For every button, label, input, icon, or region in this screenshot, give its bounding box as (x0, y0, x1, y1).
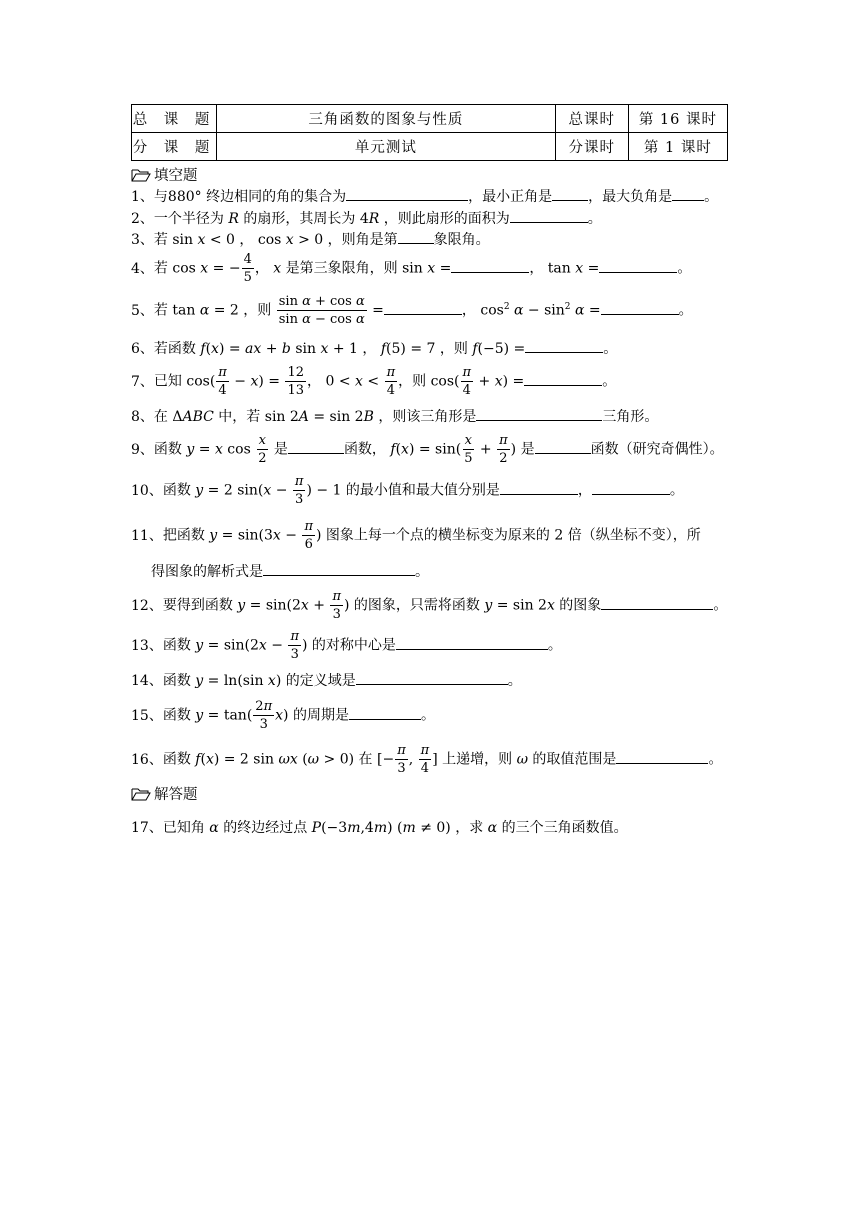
question-6: 6、若函数 f(x) = ax + b sin x + 1 ， f(5) = 7 ，则 f(−5) = 。 (131, 338, 617, 359)
total-topic-title: 三角函数的图象与性质 (217, 105, 556, 133)
question-17: 17、已知角 α 的终边经过点 P(−3m,4m) (m ≠ 0) ，求 α 的三个三角函数值。 (131, 820, 628, 836)
answer-blank[interactable] (398, 229, 434, 244)
course-header-table (131, 104, 728, 161)
question-number: 13、 (131, 637, 163, 654)
question-13: 13、函数 y = sin(2x − $\frac{\pi}{3}$ ) 的对称中心是 。 (131, 629, 562, 662)
question-8: 8、在 ΔABC 中，若 sin 2A = sin 2B ，则该三角形是 三角形。 (131, 406, 658, 427)
question-number: 7、 (131, 373, 154, 390)
question-16: 16、函数 f(x) = 2 sin ωx (ω > 0) 在 [− $\frac{\pi}{3}$ , $\frac{\pi}{4}$ ] 上递增，则 ω 的取值范围是 。 (131, 743, 723, 776)
question-number: 12、 (131, 597, 163, 614)
question-number: 3、 (131, 232, 154, 248)
answer-blank[interactable] (476, 406, 602, 421)
question-number: 15、 (131, 707, 163, 724)
folder-icon (131, 787, 151, 801)
answer-blank[interactable] (524, 371, 602, 386)
answer-blank[interactable] (356, 670, 508, 685)
question-number: 6、 (131, 341, 154, 357)
total-hours-value: 第 16 课时 (628, 105, 727, 133)
section-solve-title: 解答题 (154, 787, 198, 803)
question-11-continued: 得图象的解析式是 。 (151, 561, 429, 582)
answer-blank[interactable] (672, 186, 704, 201)
question-4: 4、若 cos x = − $\frac{4}{5}$ ， x 是第三象限角，则 sin x = ， tan x = 。 (131, 252, 692, 285)
question-14: 14、函数 y = ln(sin x) 的定义域是 。 (131, 670, 522, 691)
question-11: 11、把函数 y = sin(3x − $\frac{\pi}{6}$ ) 图象上每一个点的横坐标变为原来的 2 倍（纵坐标不变），所 (131, 519, 701, 552)
sub-hours-label: 分课时 (555, 133, 628, 161)
answer-blank[interactable] (384, 300, 462, 315)
question-9: 9、函数 y = x cos $\frac{x}{2}$ 是 函数， f(x) = sin( $\frac{x}{5}$ + $\frac{\pi}{2}$ ) 是 函数（研究奇偶性）。 (131, 433, 724, 466)
answer-blank[interactable] (601, 595, 713, 610)
question-15: 15、函数 y = tan( $\frac{2\pi}{3}$ x) 的周期是 。 (131, 699, 435, 732)
question-number: 10、 (131, 482, 163, 499)
total-topic-label: 总 课 题 (132, 105, 217, 133)
answer-blank[interactable] (451, 258, 529, 273)
question-number: 4、 (131, 260, 154, 277)
question-5: 5、若 tan α = 2 ，则 $\frac{\text{sin α + cos α}}{\text{sin α − cos α}}$ = ， $\cos^2 \alpha - \sin^2 \alpha$ = 。 (131, 294, 693, 327)
question-10: 10、函数 y = 2 sin(x − $\frac{\pi}{3}$ ) − 1 的最小值和最大值分别是 ， 。 (131, 474, 684, 507)
answer-blank[interactable] (510, 208, 588, 223)
question-1: 1、与880° 终边相同的角的集合为 ，最小正角是 ，最大负角是 。 (131, 186, 718, 207)
answer-blank[interactable] (599, 258, 677, 273)
answer-blank[interactable] (396, 635, 548, 650)
section-solve-heading (131, 783, 198, 804)
answer-blank[interactable] (525, 338, 603, 353)
question-number: 17、 (131, 820, 163, 836)
answer-blank[interactable] (535, 439, 591, 454)
question-number: 9、 (131, 441, 154, 458)
question-number: 14、 (131, 673, 163, 689)
sub-topic-title: 单元测试 (217, 133, 556, 161)
answer-blank[interactable] (346, 186, 468, 201)
header-row-total (132, 105, 728, 133)
answer-blank[interactable] (500, 480, 578, 495)
question-2: 2、一个半径为 R 的扇形，其周长为 4R ，则此扇形的面积为 。 (131, 208, 602, 229)
question-number: 2、 (131, 211, 154, 227)
total-hours-label: 总课时 (555, 105, 628, 133)
answer-blank[interactable] (288, 439, 344, 454)
answer-blank[interactable] (601, 300, 679, 315)
question-3: 3、若 sin x < 0 ， cos x > 0 ，则角是第 象限角。 (131, 229, 490, 250)
header-row-sub (132, 133, 728, 161)
question-number: 5、 (131, 302, 154, 319)
answer-blank[interactable] (349, 705, 421, 720)
section-fill-heading (131, 164, 198, 185)
question-number: 1、 (131, 189, 154, 205)
sub-topic-label: 分 课 题 (132, 133, 217, 161)
section-fill-title: 填空题 (154, 168, 198, 184)
question-number: 16、 (131, 751, 163, 768)
answer-blank[interactable] (552, 186, 588, 201)
question-number: 8、 (131, 409, 154, 425)
question-number: 11、 (131, 527, 163, 544)
answer-blank[interactable] (592, 480, 670, 495)
sub-hours-value: 第 1 课时 (628, 133, 727, 161)
question-7: 7、已知 cos( $\frac{\pi}{4}$ − x) = $\frac{12}{13}$ ， 0 < x < $\frac{\pi}{4}$ ，则 cos( $\frac{\pi}{4}$ + x) = 。 (131, 365, 617, 398)
folder-icon (131, 168, 151, 182)
question-12: 12、要得到函数 y = sin(2x + $\frac{\pi}{3}$ ) 的图象，只需将函数 y = sin 2x 的图象 。 (131, 589, 728, 622)
answer-blank[interactable] (263, 561, 415, 576)
answer-blank[interactable] (616, 749, 708, 764)
